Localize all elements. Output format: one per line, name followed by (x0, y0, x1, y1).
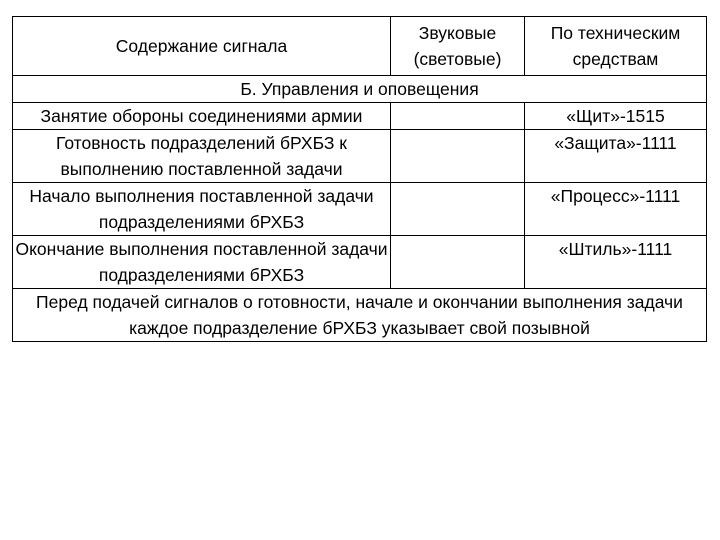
table-row (13, 236, 707, 289)
table-row (13, 103, 707, 130)
signal-tech: «Процесс»-1111 (525, 183, 707, 236)
signal-tech: «Защита»-1111 (525, 130, 707, 183)
table-row (13, 130, 707, 183)
signal-tech: «Штиль»-1111 (525, 236, 707, 289)
section-title: Б. Управления и оповещения (13, 76, 707, 103)
footnote-row (13, 289, 707, 342)
signals-table (12, 16, 707, 342)
header-content: Содержание сигнала (13, 17, 391, 76)
header-sound-light: Звуковые (световые) (391, 17, 525, 76)
signal-content: Готовность подразделений бРХБЗ к выполнению поставленной задачи (13, 130, 391, 183)
signal-tech: «Щит»-1515 (525, 103, 707, 130)
section-row (13, 76, 707, 103)
header-row (13, 17, 707, 76)
signal-sound (391, 236, 525, 289)
signal-sound (391, 130, 525, 183)
signal-content: Занятие обороны соединениями армии (13, 103, 391, 130)
signal-sound (391, 183, 525, 236)
table-row (13, 183, 707, 236)
signal-content: Начало выполнения поставленной задачи подразделениями бРХБЗ (13, 183, 391, 236)
footnote: Перед подачей сигналов о готовности, начале и окончании выполнения задачи каждое подразделение бРХБЗ указывает свой позывной (13, 289, 707, 342)
signal-sound (391, 103, 525, 130)
header-technical: По техническим средствам (525, 17, 707, 76)
signal-content: Окончание выполнения поставленной задачи подразделениями бРХБЗ (13, 236, 391, 289)
